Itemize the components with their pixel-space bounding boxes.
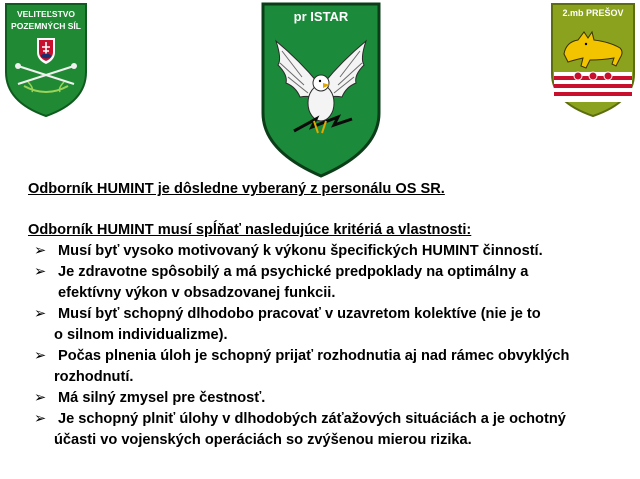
pr-istar-emblem — [260, 1, 382, 179]
emblem-right-title: 2.mb PREŠOV — [562, 8, 624, 18]
emblem-center-title: pr ISTAR — [293, 9, 349, 24]
list-item-text: Musí byť vysoko motivovaný k výkonu špecifických HUMINT činností. — [58, 243, 543, 259]
arrow-bullet-icon: ➢ — [34, 390, 47, 406]
list-item-continuation: o silnom individualizme). — [54, 327, 228, 343]
emblem-left-line2: POZEMNÝCH SÍL — [11, 21, 81, 31]
list-item-text: Je schopný plniť úlohy v dlhodobých záťažových situáciách a je ochotný — [58, 411, 566, 427]
arrow-bullet-icon: ➢ — [34, 348, 47, 364]
arrow-bullet-icon: ➢ — [34, 411, 47, 427]
list-item-text: Je zdravotne spôsobilý a má psychické predpoklady na optimálny a — [58, 264, 529, 280]
list-item — [28, 304, 634, 325]
humint-criteria-text — [28, 179, 634, 451]
list-item — [28, 241, 634, 262]
arrow-bullet-icon: ➢ — [34, 264, 47, 280]
list-item — [28, 388, 634, 409]
veliteLstvo-emblem — [4, 2, 88, 118]
heading-criteria: Odborník HUMINT musí spĺňať nasledujúce kritériá a vlastnosti: — [28, 222, 472, 238]
list-item-text: Počas plnenia úloh je schopný prijať rozhodnutia aj nad rámec obvyklých — [58, 348, 570, 364]
list-item — [28, 262, 634, 283]
list-item-continuation: účasti vo vojenských operáciách so zvýšenou mierou rizika. — [54, 432, 472, 448]
emblem-left-line1: VELITEĽSTVO — [16, 9, 76, 19]
arrow-bullet-icon: ➢ — [34, 243, 47, 259]
list-item-text: Musí byť schopný dlhodobo pracovať v uzavretom kolektíve (nie je to — [58, 306, 541, 322]
heading-selection: Odborník HUMINT je dôsledne vyberaný z personálu OS SR. — [28, 181, 445, 197]
list-item-text: Má silný zmysel pre čestnosť. — [58, 390, 266, 406]
list-item — [28, 409, 634, 430]
2mb-presov-emblem — [550, 2, 636, 118]
list-item — [28, 346, 634, 367]
list-item-continuation: efektívny výkon v obsadzovanej funkcii. — [58, 285, 336, 301]
arrow-bullet-icon: ➢ — [34, 306, 47, 322]
list-item-continuation: rozhodnutí. — [54, 369, 134, 385]
